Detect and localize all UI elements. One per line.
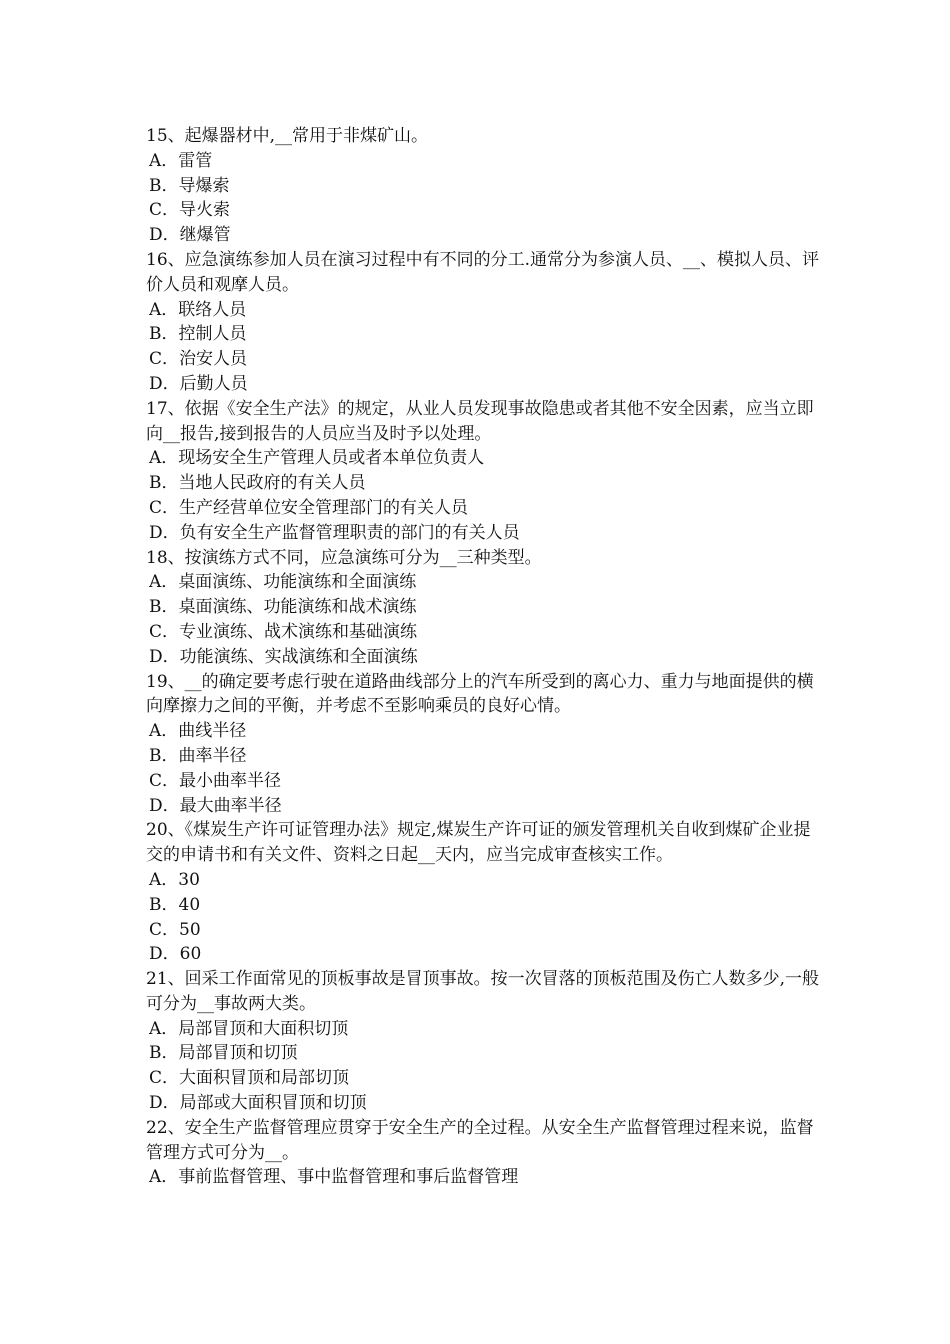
option-text: 桌面演练、功能演练和全面演练 [178, 572, 417, 593]
option-text: 导火索 [179, 200, 231, 221]
option-letter: A． [149, 1018, 179, 1039]
option-c [146, 769, 826, 794]
option-a [146, 1017, 826, 1042]
option-text: 桌面演练、功能演练和战术演练 [178, 597, 417, 618]
option-b [146, 744, 826, 769]
option-text: 联络人员 [178, 299, 247, 320]
question-text: 20、《煤炭生产许可证管理办法》规定,煤炭生产许可证的颁发管理机关自收到煤矿企业提交的申请书和有关文件、资料之日起__天内，应当完成审查核实工作。 [146, 820, 811, 866]
option-letter: A． [149, 572, 179, 593]
option-list [146, 1017, 826, 1116]
option-d [146, 372, 826, 397]
option-letter: D． [149, 646, 180, 667]
option-letter: A． [149, 869, 179, 890]
option-letter: B． [149, 597, 179, 618]
option-text: 60 [179, 944, 202, 965]
option-letter: C． [149, 1068, 180, 1089]
option-letter: C． [149, 621, 180, 642]
question-text: 16、应急演练参加人员在演习过程中有不同的分工.通常分为参演人员、__、模拟人员、评价人员和观摩人员。 [146, 249, 820, 295]
option-d [146, 942, 826, 967]
question-text: 15、起爆器材中,__常用于非煤矿山。 [146, 126, 429, 146]
option-text: 生产经营单位安全管理部门的有关人员 [179, 497, 469, 518]
option-c [146, 620, 826, 645]
option-c [146, 347, 826, 372]
option-text: 局部或大面积冒顶和切顶 [179, 1093, 367, 1114]
option-c [146, 1066, 826, 1091]
option-letter: B． [149, 894, 179, 915]
question-21 [146, 967, 826, 1116]
option-a [146, 868, 826, 893]
option-letter: D． [149, 944, 180, 965]
question-text: 19、__的确定要考虑行驶在道路曲线部分上的汽车所受到的离心力、重力与地面提供的横向摩擦力之间的平衡，并考虑不至影响乘员的良好心情。 [146, 671, 814, 717]
option-a [146, 149, 826, 174]
option-letter: D． [149, 522, 180, 543]
option-text: 40 [178, 894, 201, 915]
option-letter: B． [149, 175, 179, 196]
option-a [146, 719, 826, 744]
option-letter: D． [149, 373, 180, 394]
option-list [146, 570, 826, 669]
question-15 [146, 124, 826, 248]
option-b [146, 1041, 826, 1066]
option-text: 负有安全生产监督管理职责的部门的有关人员 [179, 522, 520, 543]
option-d [146, 521, 826, 546]
option-text: 专业演练、战术演练和基础演练 [179, 621, 418, 642]
option-letter: C． [149, 349, 180, 370]
option-d [146, 794, 826, 819]
option-a [146, 570, 826, 595]
question-19 [146, 670, 826, 819]
option-letter: D． [149, 795, 180, 816]
option-text: 当地人民政府的有关人员 [178, 473, 366, 494]
question-text: 17、依据《安全生产法》的规定，从业人员发现事故隐患或者其他不安全因素，应当立即向__报告,接到报告的人员应当及时予以处理。 [146, 398, 814, 444]
question-20 [146, 818, 826, 967]
option-list [146, 719, 826, 818]
option-list [146, 868, 826, 967]
question-text: 21、回采工作面常见的顶板事故是冒顶事故。按一次冒落的顶板范围及伤亡人数多少,一般可分为__事故两大类。 [146, 969, 820, 1014]
option-list [146, 298, 826, 397]
option-text: 大面积冒顶和局部切顶 [179, 1068, 350, 1089]
option-text: 30 [178, 869, 200, 890]
option-c [146, 918, 826, 943]
option-text: 曲率半径 [178, 745, 247, 766]
question-17 [146, 397, 826, 546]
option-b [146, 471, 826, 496]
option-a [146, 446, 826, 471]
option-a [146, 298, 826, 323]
option-text: 事前监督管理、事中监督管理和事后监督管理 [178, 1167, 519, 1188]
option-letter: D． [149, 225, 180, 246]
option-text: 最大曲率半径 [179, 795, 282, 816]
option-text: 功能演练、实战演练和全面演练 [179, 646, 418, 667]
option-letter: A． [149, 721, 179, 742]
option-letter: C． [149, 770, 180, 791]
question-16 [146, 248, 826, 397]
option-text: 控制人员 [178, 324, 247, 345]
document-page [146, 124, 826, 1190]
option-c [146, 198, 826, 223]
option-b [146, 322, 826, 347]
option-text: 50 [179, 919, 201, 940]
option-list [146, 149, 826, 248]
option-d [146, 645, 826, 670]
option-b [146, 595, 826, 620]
option-letter: A． [149, 299, 179, 320]
question-22 [146, 1116, 826, 1190]
option-list [146, 446, 826, 545]
option-letter: A． [149, 1167, 179, 1188]
option-list [146, 1165, 826, 1190]
option-letter: B． [149, 473, 179, 494]
option-letter: A． [149, 448, 179, 469]
option-text: 导爆索 [178, 175, 230, 196]
option-d [146, 223, 826, 248]
option-letter: B． [149, 1043, 179, 1064]
option-text: 曲线半径 [178, 721, 247, 742]
option-text: 治安人员 [179, 349, 248, 370]
option-text: 局部冒顶和切顶 [178, 1043, 298, 1064]
question-text: 22、安全生产监督管理应贯穿于安全生产的全过程。从安全生产监督管理过程来说，监督管理方式可分为__。 [146, 1117, 814, 1163]
option-letter: B． [149, 745, 179, 766]
option-letter: C． [149, 200, 180, 221]
option-letter: B． [149, 324, 179, 345]
question-18 [146, 546, 826, 670]
option-text: 最小曲率半径 [179, 770, 282, 791]
option-letter: A． [149, 150, 179, 171]
option-text: 现场安全生产管理人员或者本单位负责人 [178, 448, 485, 469]
option-a [146, 1165, 826, 1190]
option-d [146, 1091, 826, 1116]
option-text: 后勤人员 [179, 373, 248, 394]
option-text: 继爆管 [179, 225, 231, 246]
option-letter: D． [149, 1093, 180, 1114]
option-letter: C． [149, 497, 180, 518]
option-text: 雷管 [178, 150, 213, 171]
option-c [146, 496, 826, 521]
option-letter: C． [149, 919, 180, 940]
option-b [146, 893, 826, 918]
option-text: 局部冒顶和大面积切顶 [178, 1018, 349, 1039]
option-b [146, 174, 826, 199]
question-text: 18、按演练方式不同，应急演练可分为__三种类型。 [146, 547, 542, 568]
